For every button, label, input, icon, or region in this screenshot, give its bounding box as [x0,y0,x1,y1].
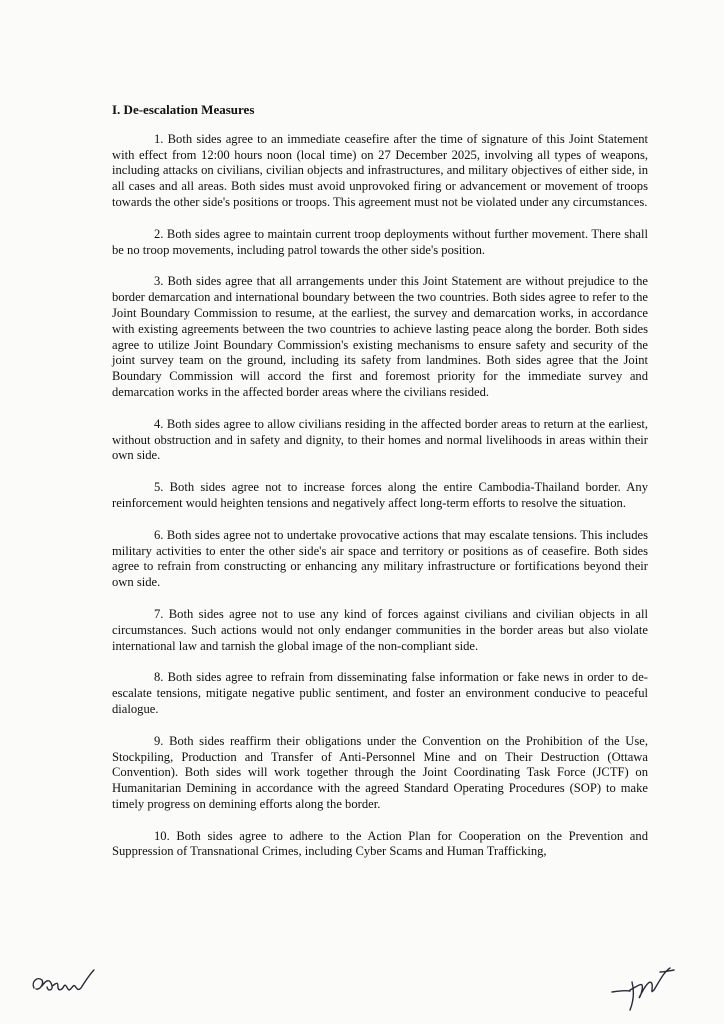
initial-signature-right [608,960,680,1016]
paragraph-4: 4. Both sides agree to allow civilians residing in the affected border areas to return at the earliest, without obstruction and in safety and dignity, to their homes and normal livelihoods in areas within their own side. [112,416,648,463]
paragraph-6: 6. Both sides agree not to undertake provocative actions that may escalate tensions. This includes military activities to enter the other side's air space and territory or positions as of ceasefire. Both sides agree to refrain from constructing or enhancing any military infrastructure or fortifications beyond their own side. [112,527,648,590]
paragraph-1: 1. Both sides agree to an immediate ceasefire after the time of signature of this Joint Statement with effect from 12:00 hours noon (local time) on 27 December 2025, involving all types of weapons, including attacks on civilians, civilian objects and infrastructures, and military objectives of either side, in all cases and all areas. Both sides must avoid unprovoked firing or advancement or movement of troops towards the other side's positions or troops. This agreement must not be violated under any circumstances. [112,131,648,209]
initial-signature-left [28,962,98,1002]
paragraph-9: 9. Both sides reaffirm their obligations under the Convention on the Prohibition of the Use, Stockpiling, Production and Transfer of Anti-Personnel Mine and on Their Destruction (Ottawa Convention). Both sides will work together through the Joint Coordinating Task Force (JCTF) on Humanitarian Demining in accordance with the agreed Standard Operating Procedures (SOP) to make timely progress on demining efforts along the border. [112,733,648,811]
paragraph-10: 10. Both sides agree to adhere to the Action Plan for Cooperation on the Prevention and Suppression of Transnational Crimes, including Cyber Scams and Human Trafficking, [112,828,648,859]
paragraph-8: 8. Both sides agree to refrain from disseminating false information or fake news in order to de-escalate tensions, mitigate negative public sentiment, and foster an environment conducive to peaceful dialogue. [112,670,648,716]
document-body [112,102,648,876]
section-heading: I. De-escalation Measures [112,102,255,117]
paragraph-3: 3. Both sides agree that all arrangements under this Joint Statement are without prejudice to the border demarcation and international boundary between the two countries. Both sides agree to refer to the Joint Boundary Commission to resume, at the earliest, the survey and demarcation works, in accordance with existing agreements between the two countries to achieve lasting peace along the border. Both sides agree to utilize Joint Boundary Commission's existing mechanisms to ensure safety and security of the joint survey team on the ground, including its safety from landmines. Both sides agree that the Joint Boundary Commission will accord the first and foremost priority for the immediate survey and demarcation works in the affected border areas where the civilians resided. [112,274,648,399]
paragraph-5: 5. Both sides agree not to increase forces along the entire Cambodia-Thailand border. Any reinforcement would heighten tensions and negatively affect long-term efforts to resolve the situation. [112,480,648,510]
paragraph-2: 2. Both sides agree to maintain current troop deployments without further movement. There shall be no troop movements, including patrol towards the other side's position. [112,226,648,257]
paragraph-7: 7. Both sides agree not to use any kind of forces against civilians and civilian objects in all circumstances. Such actions would not only endanger communities in the border areas but also violate international law and tarnish the global image of the non-compliant side. [112,606,648,653]
